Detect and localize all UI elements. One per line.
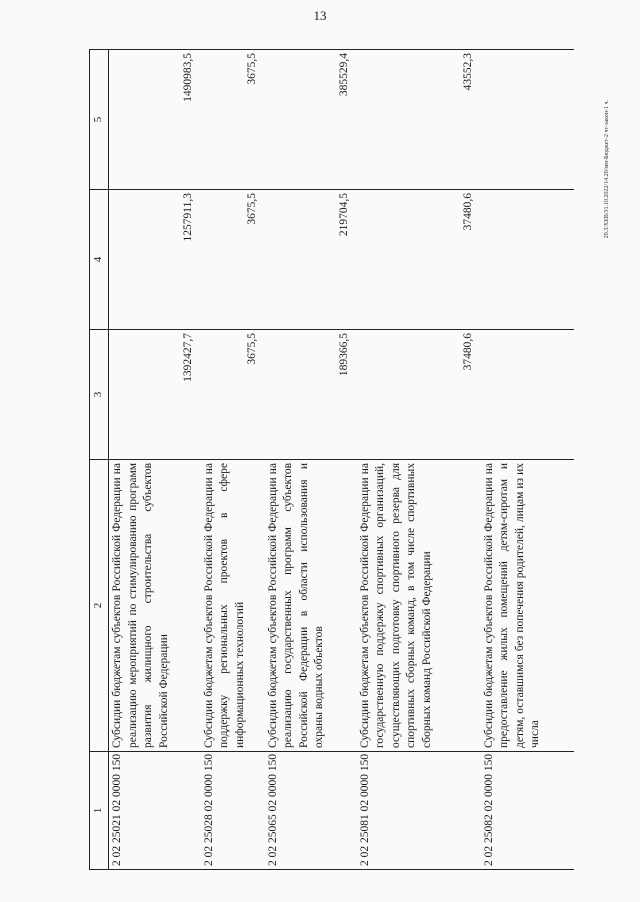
- row-value-col4: 37480,6: [357, 190, 481, 330]
- row-description: Субсидии бюджетам субъектов Российской Федерации на поддержку региональных проектов в сфере информационных технологий: [201, 460, 265, 752]
- row-description: Субсидии бюджетам субъектов Российской Федерации на государственную поддержку спортивных организаций, осуществляющих подготовку спортивного резерва для спортивных сборных команд, в том числе спортивных сборных команд Российской Федерации: [357, 460, 481, 752]
- row-value-col3: 37480,6: [357, 330, 481, 460]
- footer-file-path: 20.3/XEB/31.10.2022/14.20/мм-Бюджет-2 чт-закон-1 ч.: [604, 100, 610, 239]
- row-value-col3: [481, 330, 575, 460]
- row-description: Субсидии бюджетам субъектов Российской Федерации на реализацию государственных программ субъектов Российской Федерации в области использования и охраны водных объектов: [265, 460, 357, 752]
- row-value-col4: 219704,5: [265, 190, 357, 330]
- page-number: 13: [313, 8, 327, 23]
- header-col-3: 3: [90, 330, 109, 460]
- budget-table: [89, 49, 574, 870]
- row-description: Субсидии бюджетам субъектов Российской Федерации на реализацию мероприятий по стимулированию программ развития жилищного строительства субъектов Российской Федерации: [109, 460, 201, 752]
- table-row: [201, 50, 265, 870]
- table-row: [481, 50, 575, 870]
- row-value-col3: 1392427,7: [109, 330, 201, 460]
- header-col-2: 2: [90, 460, 109, 752]
- row-value-col3: 3675,5: [201, 330, 265, 460]
- row-code: 2 02 25021 02 0000 150: [109, 752, 201, 870]
- row-value-col3: 189366,5: [265, 330, 357, 460]
- row-value-col5: 385529,4: [265, 50, 357, 190]
- row-code: 2 02 25028 02 0000 150: [201, 752, 265, 870]
- row-code: 2 02 25081 02 0000 150: [357, 752, 481, 870]
- row-value-col4: [481, 190, 575, 330]
- row-value-col5: 43552,3: [357, 50, 481, 190]
- rotated-table-container: [89, 50, 574, 870]
- header-col-4: 4: [90, 190, 109, 330]
- header-col-5: 5: [90, 50, 109, 190]
- row-code: 2 02 25065 02 0000 150: [265, 752, 357, 870]
- row-value-col4: 3675,5: [201, 190, 265, 330]
- table-header: [90, 50, 109, 870]
- row-code: 2 02 25082 02 0000 150: [481, 752, 575, 870]
- row-value-col5: 1490983,5: [109, 50, 201, 190]
- table-row: [265, 50, 357, 870]
- row-value-col5: [481, 50, 575, 190]
- table-row: [109, 50, 201, 870]
- row-value-col4: 1257911,3: [109, 190, 201, 330]
- row-value-col5: 3675,5: [201, 50, 265, 190]
- header-col-1: 1: [90, 752, 109, 870]
- row-description: Субсидии бюджетам субъектов Российской Федерации на предоставление жилых помещений детям-сиротам и детям, оставшимся без попечения родителей, лицам из их числа: [481, 460, 575, 752]
- table-row: [357, 50, 481, 870]
